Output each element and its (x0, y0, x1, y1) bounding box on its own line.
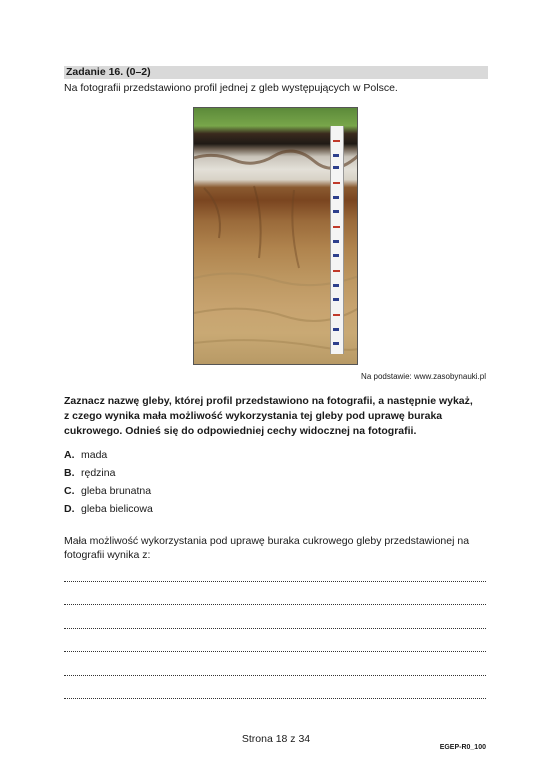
photo-source: Na podstawie: www.zasobynauki.pl (361, 372, 486, 381)
option-letter: C. (64, 485, 75, 497)
option-text: gleba brunatna (81, 485, 152, 497)
answer-prompt (64, 534, 488, 562)
page-number: Strona 18 z 34 (241, 733, 311, 745)
question-line: Zaznacz nazwę gleby, której profil przedstawiono na fotografii, a następnie wykaż, (64, 395, 473, 407)
option-d[interactable] (64, 503, 153, 521)
option-a[interactable] (64, 449, 153, 467)
option-text: mada (81, 449, 108, 461)
option-text: gleba bielicowa (81, 503, 153, 515)
answer-line[interactable] (64, 675, 486, 676)
option-text: rędzina (81, 467, 116, 479)
option-c[interactable] (64, 485, 153, 503)
answer-line[interactable] (64, 698, 486, 699)
option-letter: B. (64, 467, 75, 479)
question-line: z czego wynika mała możliwość wykorzystania tej gleby pod uprawę buraka (64, 410, 443, 422)
answer-line[interactable] (64, 651, 486, 652)
option-b[interactable] (64, 467, 153, 485)
exam-code: EGEP-R0_100 (439, 744, 486, 751)
question-line: cukrowego. Odnieś się do odpowiedniej cechy widocznej na fotografii. (64, 425, 417, 437)
soil-profile-photo (193, 107, 358, 365)
task-header: Zadanie 16. (0–2) (64, 66, 488, 79)
option-letter: A. (64, 449, 75, 461)
measuring-tape (330, 126, 344, 354)
answer-line[interactable] (64, 628, 486, 629)
answer-options (64, 449, 153, 521)
answer-line[interactable] (64, 604, 486, 605)
answer-line[interactable] (64, 581, 486, 582)
answer-prompt-line: Mała możliwość wykorzystania pod uprawę buraka cukrowego gleby przedstawionej na (64, 535, 470, 547)
question-text (64, 394, 488, 439)
option-letter: D. (64, 503, 75, 515)
answer-prompt-line: fotografii wynika z: (64, 549, 151, 561)
task-intro: Na fotografii przedstawiono profil jednej z gleb występujących w Polsce. (64, 82, 398, 94)
